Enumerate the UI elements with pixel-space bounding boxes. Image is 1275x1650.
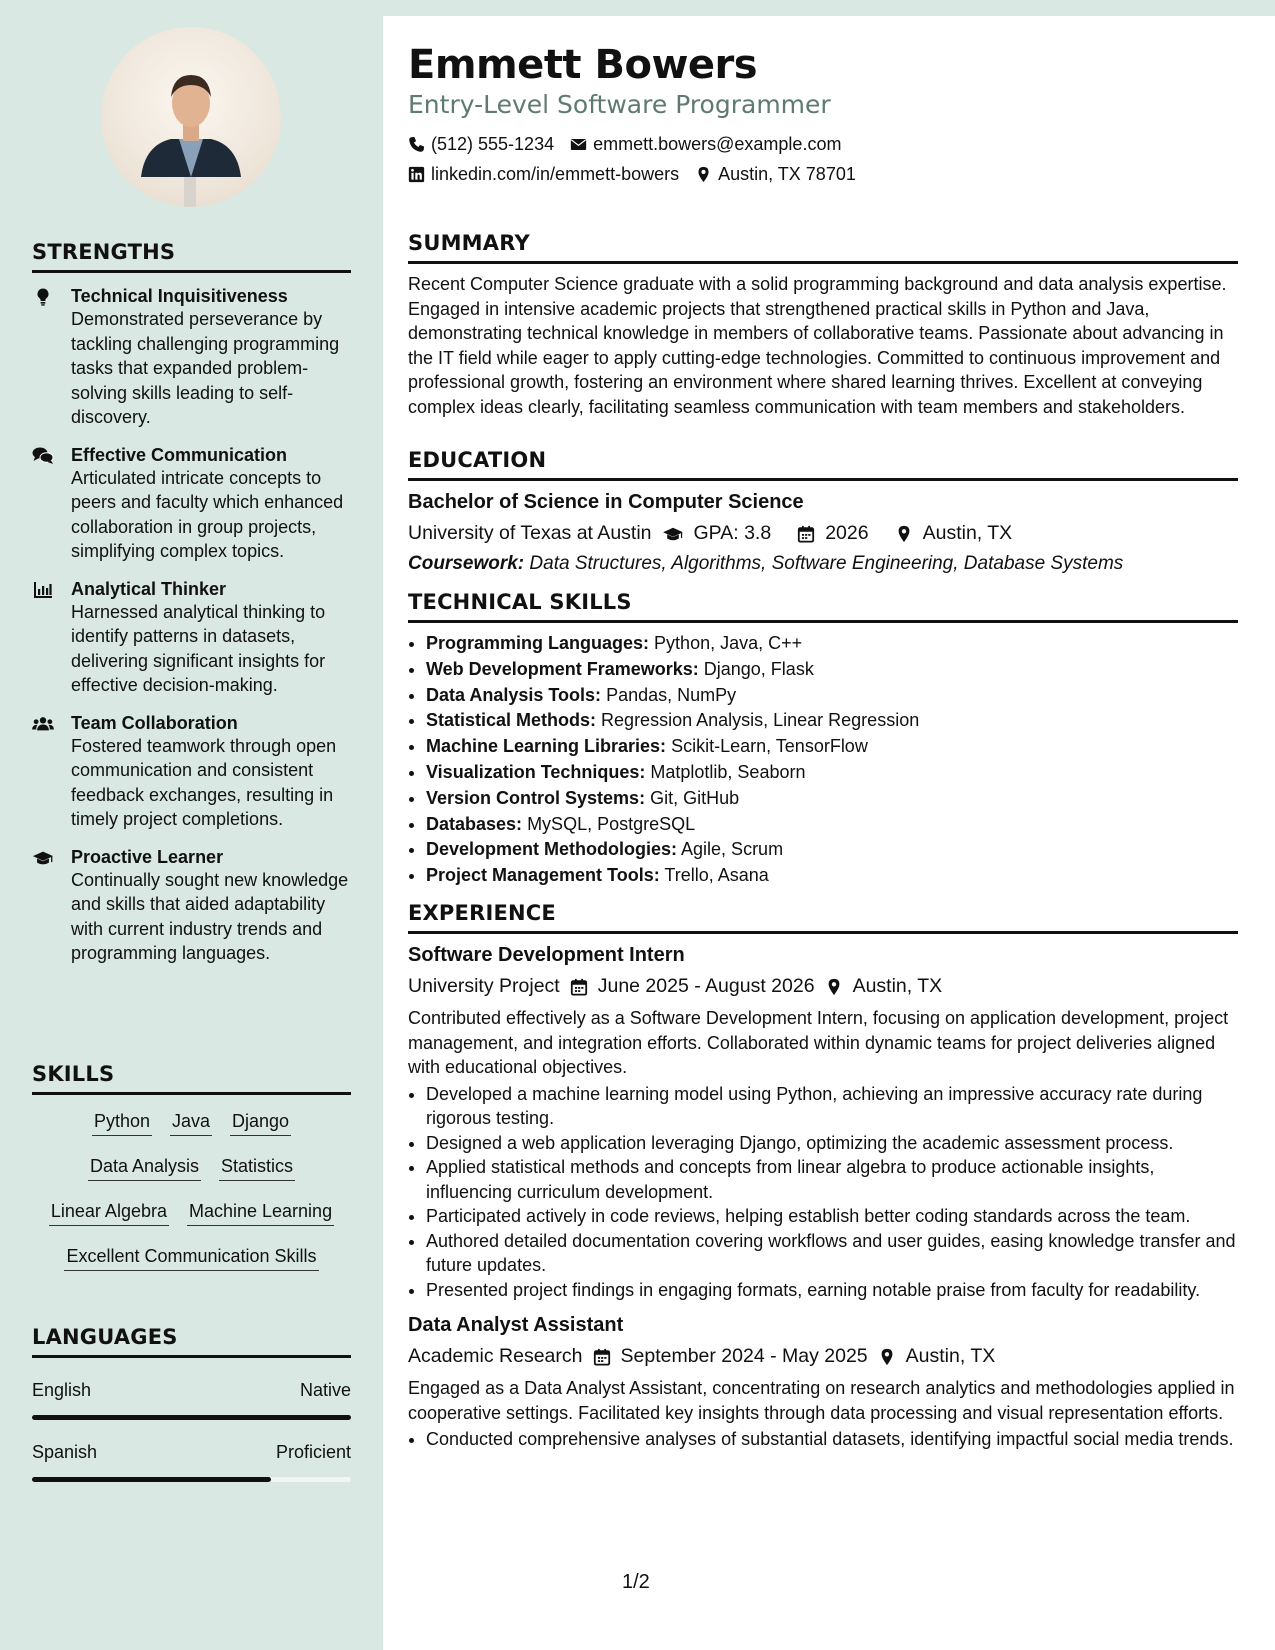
phone-number: (512) 555-1234 [431, 134, 555, 154]
comments-icon [32, 446, 54, 466]
candidate-role: Entry-Level Software Programmer [408, 90, 831, 119]
calendar-icon [797, 525, 815, 543]
skill-tag: Python [92, 1107, 152, 1136]
candidate-name: Emmett Bowers [408, 42, 758, 88]
calendar-icon [570, 978, 588, 996]
list-item: • Applied statistical methods and concepts from linear algebra to produce actionable insights, influencing curriculum development. [426, 1155, 1238, 1204]
list-item: • Designed a web application leveraging Django, optimizing the academic assessment process. [426, 1131, 1238, 1156]
summary-text: Recent Computer Science graduate with a solid programming background and data analysis expertise. Engaged in intensive academic projects that strengthened practical skills in Python and Java, demonstrating technical knowledge in members of collaborative teams. Passionate about advancing in the IT field while eager to apply cutting-edge technologies. Committed to continuous improvement and professional growth, fostering an environment where shared learning thrives. Excellent at conveying complex ideas clearly, facilitating seamless communication with team members and stakeholders. [408, 274, 1227, 417]
summary-section [408, 231, 1238, 419]
job-location: Austin, TX [905, 1345, 996, 1367]
list-item: • Development Methodologies: Agile, Scrum [426, 837, 1238, 863]
list-item: • Machine Learning Libraries: Scikit-Learn, TensorFlow [426, 734, 1238, 760]
linkedin-url[interactable]: linkedin.com/in/emmett-bowers [431, 164, 680, 184]
language-name: Spanish [32, 1442, 98, 1462]
education-meta [408, 522, 1238, 545]
skill-row [32, 1107, 351, 1152]
skill-tag: Linear Algebra [49, 1197, 169, 1226]
strengths-section [32, 240, 351, 966]
language-level: Native [299, 1380, 351, 1400]
list-item: • Statistical Methods: Regression Analysis, Linear Regression [426, 708, 1238, 734]
strengths-heading: STRENGTHS [32, 240, 351, 273]
language-proficiency-fill [32, 1477, 271, 1482]
contact-location [695, 164, 856, 185]
job-title: Software Development Intern [408, 944, 685, 966]
skill-tag: Statistics [219, 1152, 295, 1181]
coursework [408, 553, 1238, 575]
skill-tag: Java [170, 1107, 212, 1136]
job-organization: Academic Research [408, 1345, 583, 1367]
list-item: • Presented project findings in engaging formats, earning notable praise from faculty for readability. [426, 1278, 1238, 1303]
map-pin-icon [695, 166, 712, 183]
skill-row [32, 1242, 351, 1287]
phone-icon [408, 136, 425, 153]
skills-list [32, 1107, 351, 1287]
language-item [32, 1380, 351, 1420]
strength-item [32, 285, 351, 430]
strength-title: Technical Inquisitiveness [71, 286, 288, 306]
strength-item [32, 578, 351, 698]
job-meta [408, 1345, 1238, 1368]
education-section [408, 448, 1238, 575]
job-meta [408, 975, 1238, 998]
list-item: • Developed a machine learning model using Python, achieving an impressive accuracy rate during rigorous testing. [426, 1082, 1238, 1131]
language-proficiency-bar [32, 1477, 351, 1482]
map-pin-icon [895, 525, 913, 543]
list-item: • Programming Languages: Python, Java, C++ [426, 631, 1238, 657]
contact-linkedin[interactable] [408, 164, 679, 185]
job-bullets [408, 1427, 1238, 1452]
strength-item [32, 712, 351, 832]
languages-heading: LANGUAGES [32, 1325, 351, 1358]
language-item [32, 1442, 351, 1482]
strength-item [32, 444, 351, 564]
profile-photo [101, 27, 281, 207]
summary-heading: SUMMARY [408, 231, 1238, 264]
school-name: University of Texas at Austin [408, 522, 652, 544]
languages-section [32, 1325, 351, 1482]
skill-row [32, 1197, 351, 1242]
strength-description: Fostered teamwork through open communication and consistent feedback exchanges, resulting in timely project completions. [71, 735, 337, 829]
skill-row [32, 1152, 351, 1197]
language-name: English [32, 1380, 92, 1400]
job-bullets [408, 1082, 1238, 1303]
skill-tag: Django [230, 1107, 291, 1136]
education-location: Austin, TX [922, 522, 1013, 544]
list-item: • Visualization Techniques: Matplotlib, Seaborn [426, 760, 1238, 786]
coursework-list: Data Structures, Algorithms, Software Engineering, Database Systems [529, 553, 1124, 574]
graduation-cap-icon [662, 525, 684, 543]
job-entry [408, 1314, 1238, 1452]
job-dates: June 2025 - August 2026 [597, 975, 815, 997]
skill-tag: Data Analysis [88, 1152, 201, 1181]
users-icon [32, 714, 54, 734]
job-title: Data Analyst Assistant [408, 1314, 624, 1336]
list-item: • Databases: MySQL, PostgreSQL [426, 812, 1238, 838]
contact-line [408, 134, 841, 155]
chart-icon [32, 580, 54, 600]
skill-tag: Machine Learning [187, 1197, 334, 1226]
list-item: • Version Control Systems: Git, GitHub [426, 786, 1238, 812]
job-dates: September 2024 - May 2025 [620, 1345, 868, 1367]
location-text: Austin, TX 78701 [718, 164, 856, 184]
education-heading: EDUCATION [408, 448, 1238, 481]
job-summary: Contributed effectively as a Software Development Intern, focusing on application development, project management, and integration efforts. Collaborated within dynamic teams for project deliveries aligned with educational objectives. [408, 1008, 1229, 1077]
technical-skills-section [408, 590, 1238, 889]
contact-email[interactable] [570, 134, 841, 155]
page-number: 1/2 [622, 1571, 650, 1593]
strength-item [32, 846, 351, 966]
experience-heading: EXPERIENCE [408, 901, 1238, 934]
list-item: • Conducted comprehensive analyses of substantial datasets, identifying impactful social media trends. [426, 1427, 1238, 1452]
map-pin-icon [825, 978, 843, 996]
experience-section [408, 901, 1238, 1452]
envelope-icon [570, 136, 587, 153]
calendar-icon [593, 1348, 611, 1366]
list-item: • Data Analysis Tools: Pandas, NumPy [426, 683, 1238, 709]
technical-skills-heading: TECHNICAL SKILLS [408, 590, 1238, 623]
sidebar [0, 0, 383, 1650]
job-summary: Engaged as a Data Analyst Assistant, concentrating on research analytics and methodologies applied in cooperative settings. Facilitated key insights through data processing and visual representation efforts. [408, 1378, 1235, 1423]
skills-heading: SKILLS [32, 1062, 351, 1095]
strength-description: Articulated intricate concepts to peers and faculty which enhanced collaboration in group projects, simplifying complex topics. [71, 467, 344, 561]
strength-title: Analytical Thinker [71, 578, 227, 599]
strength-description: Demonstrated perseverance by tackling challenging programming tasks that expanded problem-solving skills leading to self-discovery. [71, 309, 340, 427]
strength-title: Team Collaboration [71, 712, 238, 733]
job-entry [408, 944, 1238, 1302]
degree-title: Bachelor of Science in Computer Science [408, 491, 804, 513]
linkedin-icon [408, 166, 425, 183]
coursework-label: Coursework: [408, 553, 525, 574]
gpa: GPA: 3.8 [693, 522, 772, 544]
map-pin-icon [878, 1348, 896, 1366]
skill-tag: Excellent Communication Skills [64, 1242, 318, 1271]
email-address[interactable]: emmett.bowers@example.com [593, 134, 842, 154]
graduation-year: 2026 [825, 522, 869, 544]
list-item: • Project Management Tools: Trello, Asana [426, 863, 1238, 889]
list-item: • Participated actively in code reviews, helping establish better coding standards across the team. [426, 1204, 1238, 1229]
job-organization: University Project [408, 975, 560, 997]
lightbulb-icon [32, 287, 54, 307]
list-item: • Web Development Frameworks: Django, Flask [426, 657, 1238, 683]
language-level: Proficient [275, 1442, 351, 1462]
graduation-cap-icon [32, 848, 54, 868]
strength-title: Effective Communication [71, 444, 288, 465]
list-item: • Authored detailed documentation covering workflows and user guides, easing knowledge transfer and future updates. [426, 1229, 1238, 1278]
language-proficiency-fill [32, 1415, 351, 1420]
main-content [383, 16, 1275, 1650]
strength-description: Continually sought new knowledge and skills that aided adaptability with current industry trends and programming languages. [71, 869, 349, 963]
strength-description: Harnessed analytical thinking to identify patterns in datasets, delivering significant insights for effective decision-making. [71, 601, 326, 695]
contact-line [408, 164, 856, 185]
contact-phone [408, 134, 554, 155]
job-location: Austin, TX [852, 975, 943, 997]
language-proficiency-bar [32, 1415, 351, 1420]
strength-title: Proactive Learner [71, 846, 224, 867]
skills-section [32, 1062, 351, 1287]
technical-skills-list [408, 631, 1238, 889]
